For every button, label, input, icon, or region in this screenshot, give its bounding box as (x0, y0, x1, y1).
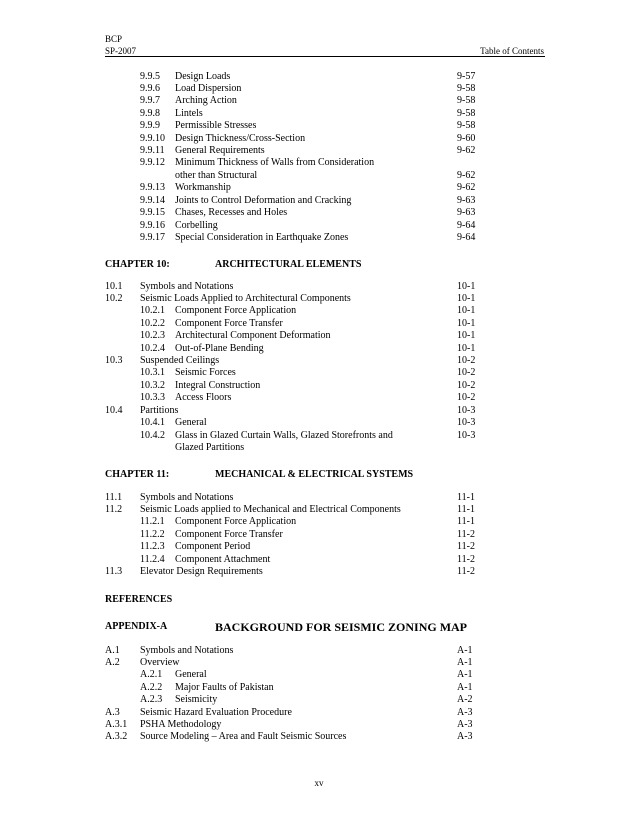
toc-entry (0, 707, 638, 719)
toc-entry (0, 516, 638, 528)
toc-entry-title: General Requirements (175, 145, 265, 157)
toc-entry-title: Corbelling (175, 219, 218, 231)
toc-page-number: 9-57 (457, 70, 476, 82)
toc-entry-title: Suspended Ceilings (140, 355, 220, 367)
toc-subsection-number: 9.9.13 (140, 182, 165, 194)
toc-page-number: 9-58 (457, 82, 476, 94)
toc-entry-title: Out-of-Plane Bending (175, 342, 264, 354)
toc-entry (0, 367, 638, 379)
toc-subsection-number: A.2.3 (140, 694, 163, 706)
toc-subsection-number: 9.9.8 (140, 107, 160, 119)
toc-page-number: A-1 (457, 681, 473, 693)
toc-subsection-number: 9.9.10 (140, 132, 165, 144)
toc-entry (0, 145, 638, 157)
toc-entry (0, 682, 638, 694)
toc-entry (0, 157, 638, 169)
toc-subsection-number: 9.9.12 (140, 157, 165, 169)
toc-entry (0, 182, 638, 194)
appendix-a-label: APPENDIX-A (105, 621, 168, 632)
toc-entry (0, 133, 638, 145)
toc-entry (0, 694, 638, 706)
toc-entry (0, 504, 638, 516)
toc-page-number: 10-2 (457, 355, 476, 367)
toc-entry-title: Access Floors (175, 392, 232, 404)
toc-entry (0, 318, 638, 330)
toc-entry-title: Glazed Partitions (175, 441, 245, 453)
toc-entry-title: Component Force Transfer (175, 528, 283, 540)
toc-page-number: 11-1 (457, 503, 475, 515)
toc-entry-title: Symbols and Notations (140, 491, 234, 503)
toc-entry-title: Seismicity (175, 694, 218, 706)
toc-subsection-number: 10.2.1 (140, 305, 165, 317)
toc-subsection-number: 10.4.1 (140, 417, 165, 429)
header-bcp: BCP (105, 34, 123, 44)
toc-subsection-number: A.2.2 (140, 681, 163, 693)
toc-entry (0, 719, 638, 731)
toc-page-number: 11-2 (457, 566, 475, 578)
toc-page-number: 10-2 (457, 392, 476, 404)
toc-entry (0, 492, 638, 504)
toc-entry (0, 405, 638, 417)
chapter-10-label: CHAPTER 10: (105, 259, 170, 270)
toc-section-number: A.3.1 (105, 719, 128, 731)
toc-section-number: 10.4 (105, 404, 123, 416)
toc-subsection-number: 9.9.7 (140, 95, 160, 107)
toc-page-number: A-2 (457, 694, 473, 706)
toc-page-number: 9-64 (457, 231, 476, 243)
chapter-10-title: ARCHITECTURAL ELEMENTS (215, 259, 362, 270)
toc-section-number: A.1 (105, 644, 120, 656)
toc-page-number: 10-3 (457, 404, 476, 416)
toc-page-number: 10-2 (457, 379, 476, 391)
toc-entry (0, 731, 638, 743)
toc-entry-title: Design Thickness/Cross-Section (175, 132, 306, 144)
toc-subsection-number: 9.9.17 (140, 231, 165, 243)
toc-entry-title: Component Attachment (175, 553, 271, 565)
toc-entry (0, 281, 638, 293)
toc-page-number: 11-2 (457, 541, 475, 553)
toc-page-number: 10-1 (457, 342, 476, 354)
toc-section-number: 11.2 (105, 503, 123, 515)
toc-page-number: 9-63 (457, 194, 476, 206)
appendix-a-title: BACKGROUND FOR SEISMIC ZONING MAP (215, 620, 468, 634)
toc-page-number: A-3 (457, 719, 473, 731)
toc-subsection-number: 10.4.2 (140, 429, 165, 441)
chapter-11-label: CHAPTER 11: (105, 469, 170, 480)
toc-page-number: 11-1 (457, 516, 475, 528)
toc-entry-title: Joints to Control Deformation and Cracking (175, 194, 352, 206)
footer-page-number: xv (314, 778, 324, 788)
references-label: REFERENCES (105, 594, 173, 605)
toc-entry-title: Integral Construction (175, 379, 261, 391)
toc-entry (0, 343, 638, 355)
toc-entry (0, 330, 638, 342)
toc-subsection-number: 10.2.3 (140, 330, 165, 342)
toc-page-number: A-3 (457, 731, 473, 743)
toc-subsection-number: A.2.1 (140, 669, 163, 681)
toc-subsection-number: 11.2.2 (140, 528, 165, 540)
toc-entry-title: Seismic Loads applied to Mechanical and Electrical Components (140, 503, 401, 515)
toc-entry-title: Overview (140, 656, 180, 668)
toc-page-number: A-1 (457, 644, 473, 656)
toc-page-number: 10-1 (457, 317, 476, 329)
toc-entry (0, 645, 638, 657)
toc-entry (0, 305, 638, 317)
toc-entry-title: Major Faults of Pakistan (175, 681, 274, 693)
toc-entry (0, 529, 638, 541)
toc-entry-title: Seismic Hazard Evaluation Procedure (140, 706, 292, 718)
toc-section-number: 11.3 (105, 566, 123, 578)
toc-page-number: 10-1 (457, 305, 476, 317)
toc-entry-title: Arching Action (175, 95, 237, 107)
toc-entry (0, 293, 638, 305)
toc-page-number: 9-62 (457, 169, 476, 181)
toc-entry-title: Architectural Component Deformation (175, 330, 331, 342)
toc-page-number: 9-62 (457, 145, 476, 157)
toc-entry (0, 541, 638, 553)
toc-entry-title: Minimum Thickness of Walls from Consideration (175, 157, 375, 169)
toc-section-number: 10.3 (105, 355, 123, 367)
toc-entry-title: Load Dispersion (175, 82, 242, 94)
toc-entry-title: Source Modeling – Area and Fault Seismic Sources (140, 731, 347, 743)
toc-page-number: 9-58 (457, 107, 476, 119)
toc-entry (0, 195, 638, 207)
toc-page-number: 10-2 (457, 367, 476, 379)
toc-entry-title: General (175, 669, 207, 681)
toc-entry-title: Seismic Loads Applied to Architectural Components (140, 292, 351, 304)
toc-subsection-number: 9.9.14 (140, 194, 165, 206)
toc-entry (0, 207, 638, 219)
toc-entry-title: Symbols and Notations (140, 644, 234, 656)
toc-entry (0, 220, 638, 232)
toc-entry-title: other than Structural (175, 169, 258, 181)
toc-entry (0, 355, 638, 367)
toc-page-number: A-1 (457, 656, 473, 668)
toc-subsection-number: 10.2.2 (140, 317, 165, 329)
toc-page-number: 9-64 (457, 219, 476, 231)
toc-subsection-number: 11.2.1 (140, 516, 165, 528)
toc-subsection-number: 9.9.6 (140, 82, 160, 94)
toc-entry-title: General (175, 417, 207, 429)
toc-entry (0, 430, 638, 442)
toc-subsection-number: 10.3.2 (140, 379, 165, 391)
toc-page-number: 10-1 (457, 292, 476, 304)
toc-section-number: 10.1 (105, 280, 123, 292)
toc-entry-title: Lintels (175, 107, 203, 119)
toc-entry (0, 566, 638, 578)
toc-entry-title: Partitions (140, 404, 179, 416)
toc-entry-title: Chases, Recesses and Holes (175, 207, 288, 219)
toc-entry-title: Seismic Forces (175, 367, 236, 379)
toc-entry (0, 71, 638, 83)
toc-entry (0, 657, 638, 669)
toc-subsection-number: 10.3.3 (140, 392, 165, 404)
toc-entry (0, 392, 638, 404)
toc-entry (0, 442, 638, 454)
toc-page-number: 11-2 (457, 553, 475, 565)
toc-entry-title: Component Force Transfer (175, 317, 283, 329)
toc-entry (0, 669, 638, 681)
toc-subsection-number: 10.3.1 (140, 367, 165, 379)
toc-page-number: 9-62 (457, 182, 476, 194)
toc-subsection-number: 9.9.5 (140, 70, 160, 82)
toc-entry-title: Component Force Application (175, 516, 297, 528)
toc-entry-title: Symbols and Notations (140, 280, 234, 292)
toc-entry (0, 380, 638, 392)
toc-entry (0, 417, 638, 429)
toc-section-number: A.3 (105, 706, 120, 718)
toc-entry-title: Design Loads (175, 70, 231, 82)
toc-page-number: 11-2 (457, 528, 475, 540)
toc-entry (0, 108, 638, 120)
toc-entry (0, 232, 638, 244)
header-rule (105, 56, 545, 57)
toc-page-number: 11-1 (457, 491, 475, 503)
toc-page-number: A-3 (457, 706, 473, 718)
toc-page-number: 9-58 (457, 120, 476, 132)
toc-entry-title: Special Consideration in Earthquake Zones (175, 231, 349, 243)
toc-entry-title: Elevator Design Requirements (140, 566, 263, 578)
toc-entry-title: Permissible Stresses (175, 120, 257, 132)
toc-subsection-number: 9.9.11 (140, 145, 165, 157)
toc-entry (0, 83, 638, 95)
toc-subsection-number: 9.9.16 (140, 219, 165, 231)
toc-page-number: A-1 (457, 669, 473, 681)
toc-page-number: 9-58 (457, 95, 476, 107)
toc-page-number: 9-60 (457, 132, 476, 144)
toc-page-number: 10-3 (457, 417, 476, 429)
toc-section-number: 11.1 (105, 491, 123, 503)
toc-page-number: 10-1 (457, 280, 476, 292)
chapter-11-title: MECHANICAL & ELECTRICAL SYSTEMS (215, 469, 414, 480)
toc-page-number: 9-63 (457, 207, 476, 219)
toc-section-number: 10.2 (105, 292, 123, 304)
toc-subsection-number: 9.9.15 (140, 207, 165, 219)
toc-entry-title: Component Force Application (175, 305, 297, 317)
toc-entry (0, 170, 638, 182)
header-sp-code: SP-2007 (105, 46, 137, 56)
toc-entry (0, 554, 638, 566)
toc-entry-title: PSHA Methodology (140, 719, 222, 731)
toc-subsection-number: 11.2.3 (140, 541, 165, 553)
header-section-title: Table of Contents (480, 46, 544, 56)
toc-section-number: A.2 (105, 656, 120, 668)
toc-entry (0, 120, 638, 132)
toc-entry-title: Workmanship (175, 182, 231, 194)
toc-section-number: A.3.2 (105, 731, 128, 743)
toc-entry-title: Glass in Glazed Curtain Walls, Glazed Storefronts and (175, 429, 393, 441)
toc-subsection-number: 9.9.9 (140, 120, 160, 132)
toc-subsection-number: 11.2.4 (140, 553, 165, 565)
toc-page-number: 10-3 (457, 429, 476, 441)
toc-subsection-number: 10.2.4 (140, 342, 165, 354)
toc-entry (0, 95, 638, 107)
toc-entry-title: Component Period (175, 541, 251, 553)
toc-page-number: 10-1 (457, 330, 476, 342)
